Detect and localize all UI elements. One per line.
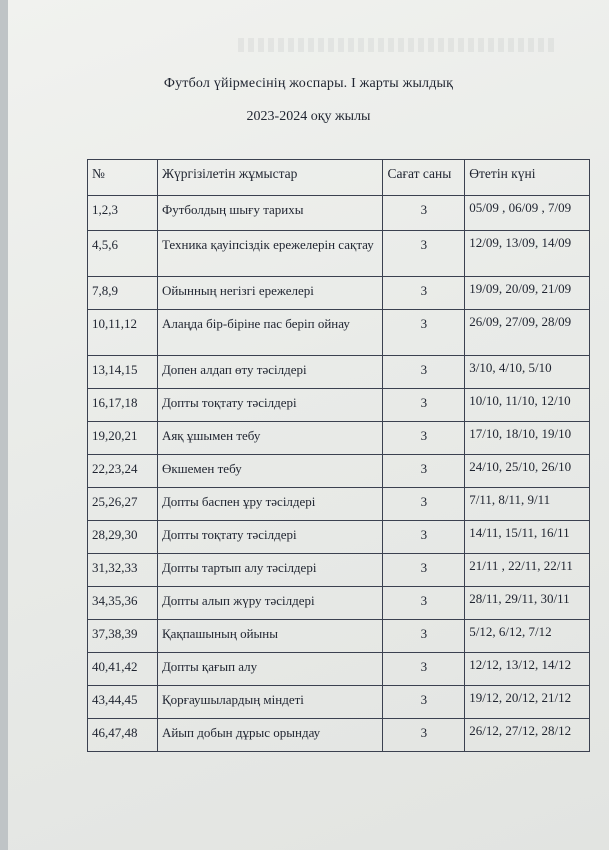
- row-dates: 26/09, 27/09, 28/09: [465, 310, 590, 356]
- row-number: 25,26,27: [88, 488, 158, 521]
- schedule-table: [87, 159, 590, 752]
- row-dates: 05/09 , 06/09 , 7/09: [465, 196, 590, 231]
- row-dates: 28/11, 29/11, 30/11: [465, 587, 590, 620]
- table-row: [88, 389, 590, 422]
- row-dates: 24/10, 25/10, 26/10: [465, 455, 590, 488]
- row-hours: 3: [383, 719, 465, 752]
- row-number: 13,14,15: [88, 356, 158, 389]
- row-hours: 3: [383, 620, 465, 653]
- row-number: 7,8,9: [88, 277, 158, 310]
- header-hours: Сағат саны: [383, 160, 465, 196]
- header-dates: Өтетін күні: [465, 160, 590, 196]
- document-title: Футбол үйірмесінің жоспары. I жарты жылдық: [163, 76, 454, 91]
- table-row: [88, 554, 590, 587]
- document-page: [8, 0, 609, 850]
- row-number: 28,29,30: [88, 521, 158, 554]
- row-work: Қақпашының ойыны: [157, 620, 383, 653]
- row-work: Футболдың шығу тарихы: [157, 196, 383, 231]
- row-work: Техника қауіпсіздік ережелерін сақтау: [157, 231, 383, 277]
- row-work: Допты тоқтату тәсілдері: [157, 521, 383, 554]
- row-work: Допен алдап өту тәсілдері: [157, 356, 383, 389]
- header-work: Жүргізілетін жұмыстар: [157, 160, 383, 196]
- row-dates: 5/12, 6/12, 7/12: [465, 620, 590, 653]
- row-work: Допты алып жүру тәсілдері: [157, 587, 383, 620]
- row-hours: 3: [383, 356, 465, 389]
- row-dates: 12/09, 13/09, 14/09: [465, 231, 590, 277]
- table-row: [88, 521, 590, 554]
- row-dates: 7/11, 8/11, 9/11: [465, 488, 590, 521]
- row-hours: 3: [383, 455, 465, 488]
- row-dates: 10/10, 11/10, 12/10: [465, 389, 590, 422]
- row-number: 46,47,48: [88, 719, 158, 752]
- row-number: 16,17,18: [88, 389, 158, 422]
- row-hours: 3: [383, 196, 465, 231]
- row-number: 34,35,36: [88, 587, 158, 620]
- row-dates: 19/09, 20/09, 21/09: [465, 277, 590, 310]
- row-hours: 3: [383, 488, 465, 521]
- row-hours: 3: [383, 231, 465, 277]
- row-hours: 3: [383, 310, 465, 356]
- table-row: [88, 719, 590, 752]
- table-row: [88, 310, 590, 356]
- row-dates: 17/10, 18/10, 19/10: [465, 422, 590, 455]
- row-work: Алаңда бір-біріне пас беріп ойнау: [157, 310, 383, 356]
- row-hours: 3: [383, 521, 465, 554]
- row-number: 43,44,45: [88, 686, 158, 719]
- row-dates: 12/12, 13/12, 14/12: [465, 653, 590, 686]
- row-work: Ойынның негізгі ережелері: [157, 277, 383, 310]
- row-hours: 3: [383, 587, 465, 620]
- header-number: №: [88, 160, 158, 196]
- row-hours: 3: [383, 389, 465, 422]
- table-row: [88, 196, 590, 231]
- row-number: 4,5,6: [88, 231, 158, 277]
- row-work: Өкшемен тебу: [157, 455, 383, 488]
- row-number: 1,2,3: [88, 196, 158, 231]
- row-dates: 26/12, 27/12, 28/12: [465, 719, 590, 752]
- row-dates: 21/11 , 22/11, 22/11: [465, 554, 590, 587]
- row-number: 10,11,12: [88, 310, 158, 356]
- table-row: [88, 653, 590, 686]
- row-work: Допты тартып алу тәсілдері: [157, 554, 383, 587]
- table-row: [88, 587, 590, 620]
- row-hours: 3: [383, 653, 465, 686]
- row-work: Аяқ ұшымен тебу: [157, 422, 383, 455]
- table-row: [88, 422, 590, 455]
- table-row: [88, 356, 590, 389]
- row-dates: 19/12, 20/12, 21/12: [465, 686, 590, 719]
- row-work: Қорғаушылардың міндеті: [157, 686, 383, 719]
- row-number: 31,32,33: [88, 554, 158, 587]
- table-row: [88, 488, 590, 521]
- row-hours: 3: [383, 554, 465, 587]
- row-work: Допты қағып алу: [157, 653, 383, 686]
- row-work: Допты тоқтату тәсілдері: [157, 389, 383, 422]
- row-dates: 14/11, 15/11, 16/11: [465, 521, 590, 554]
- bleed-through-text: [238, 38, 558, 52]
- table-row: [88, 620, 590, 653]
- academic-year: 2023-2024 оқу жылы: [246, 109, 371, 124]
- row-number: 37,38,39: [88, 620, 158, 653]
- table-row: [88, 231, 590, 277]
- table-row: [88, 277, 590, 310]
- row-number: 22,23,24: [88, 455, 158, 488]
- row-hours: 3: [383, 422, 465, 455]
- row-work: Допты баспен ұру тәсілдері: [157, 488, 383, 521]
- row-dates: 3/10, 4/10, 5/10: [465, 356, 590, 389]
- row-hours: 3: [383, 686, 465, 719]
- row-work: Айып добын дұрыс орындау: [157, 719, 383, 752]
- row-number: 19,20,21: [88, 422, 158, 455]
- row-hours: 3: [383, 277, 465, 310]
- row-number: 40,41,42: [88, 653, 158, 686]
- table-row: [88, 686, 590, 719]
- table-header-row: [88, 160, 590, 196]
- table-row: [88, 455, 590, 488]
